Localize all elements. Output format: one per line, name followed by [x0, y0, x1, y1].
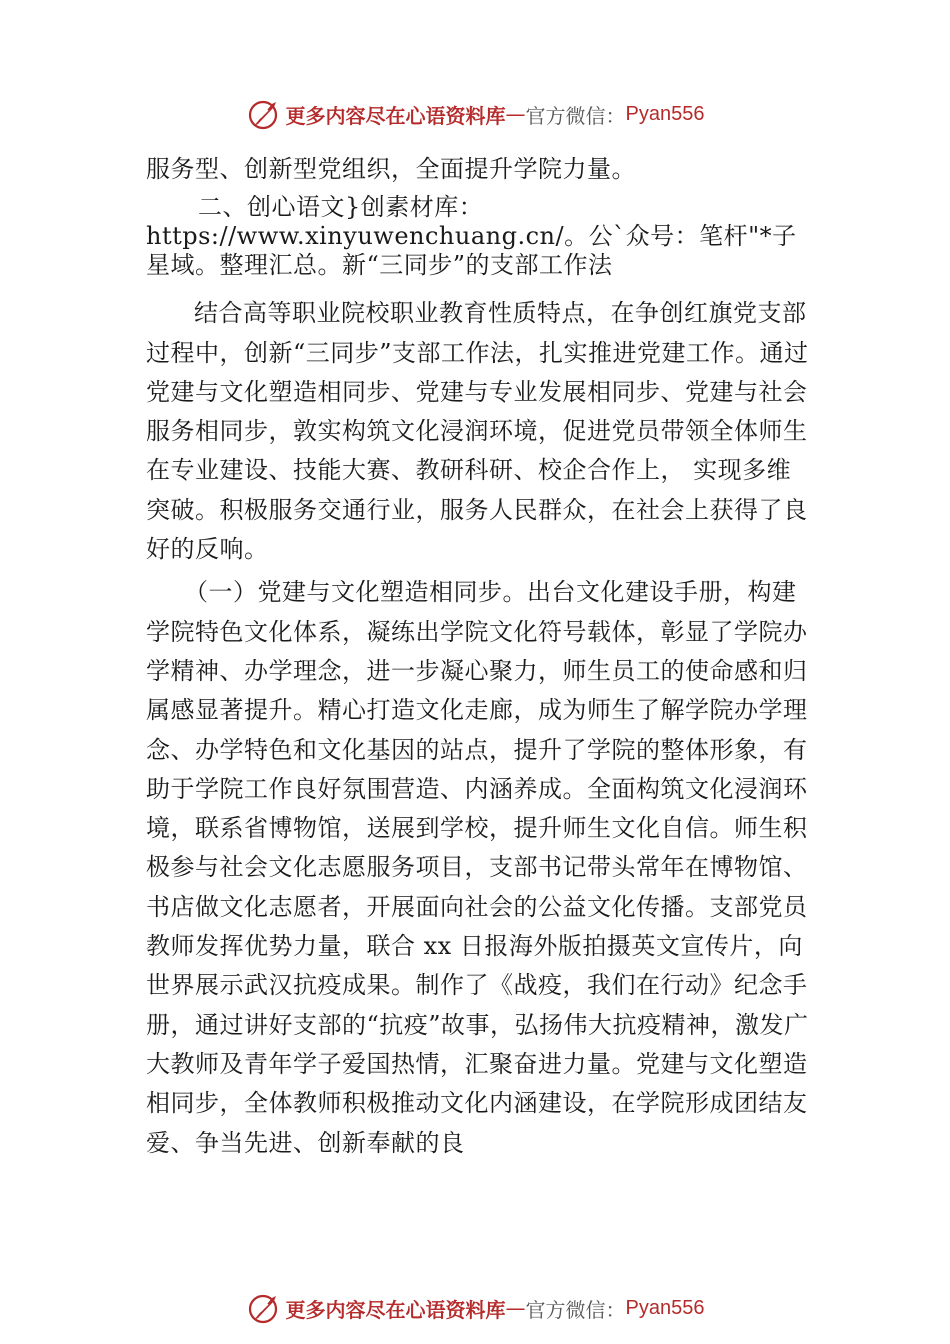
- banner-dash: —: [505, 1296, 526, 1320]
- quill-pen-logo-icon: [246, 1290, 282, 1326]
- section-heading: 二、创心语文}创素材库：https://www.xinyuwenchuang.cn/。公`众号：笔杆"*子星域。整理汇总。新“三同步”的支部工作法: [146, 193, 797, 280]
- paragraph-body-1: 结合高等职业院校职业教育性质特点，在争创红旗党支部过程中，创新“三同步”支部工作法，扎实推进党建工作。通过党建与文化塑造相同步、党建与专业发展相同步、党建与社会服务相同步，敦实构筑文化浸润环境，促进党员带领全体师生在专业建设、技能大赛、教研科研、校企合作上， 实现多维突破。积极服务交通行业，服务人民群众，在社会上获得了良好的反响。: [146, 299, 809, 564]
- header-banner: [0, 92, 950, 136]
- banner-wechat-id: Pyan556: [625, 102, 705, 125]
- banner-wechat-id: Pyan556: [625, 1296, 705, 1319]
- footer-banner: [0, 1286, 950, 1330]
- paragraph-body-2: （一）党建与文化塑造相同步。出台文化建设手册，构建学院特色文化体系，凝练出学院文化符号载体，彰显了学院办学精神、办学理念，进一步凝心聚力，师生员工的使命感和归属感显著提升。精心打造文化走廊，成为师生了解学院办学理念、办学特色和文化基因的站点，提升了学院的整体形象，有助于学院工作良好氛围营造、内涵养成。全面构筑文化浸润环境，联系省博物馆，送展到学校，提升师生文化自信。师生积极参与社会文化志愿服务项目，支部书记带头常年在博物馆、书店做文化志愿者，开展面向社会的公益文化传播。支部党员教师发挥优势力量，联合 xx 日报海外版拍摄英文宣传片，向世界展示武汉抗疫成果。制作了《战疫，我们在行动》纪念手册，通过讲好支部的“抗疫”故事，弘扬伟大抗疫精神，激发广大教师及青年学子爱国热情，汇聚奋进力量。党建与文化塑造相同步，全体教师积极推动文化内涵建设，在学院形成团结友爱、争当先进、创新奉献的良: [146, 578, 809, 1157]
- banner-brand: 更多内容尽在心语资料库: [285, 103, 506, 128]
- document-body: [146, 150, 814, 1163]
- paragraph-lead: 服务型、创新型党组织，全面提升学院力量。: [146, 155, 636, 183]
- quill-pen-logo-icon: [246, 96, 282, 132]
- banner-brand: 更多内容尽在心语资料库: [285, 1297, 506, 1322]
- banner-wechat-label: 官方微信：: [525, 103, 626, 128]
- banner-dash: —: [505, 102, 526, 126]
- banner-wechat-label: 官方微信：: [525, 1297, 626, 1322]
